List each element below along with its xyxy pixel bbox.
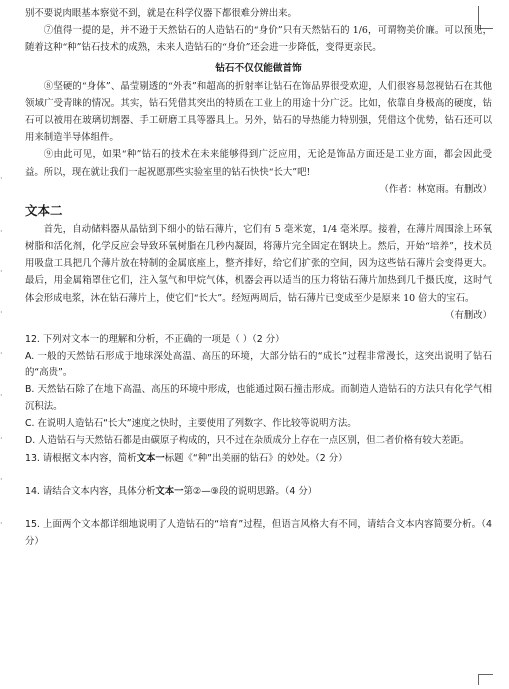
question-12-stem: 12. 下列对文本一的理解和分析，不正确的一项是（ ）（2 分）	[25, 333, 285, 345]
crop-mark-bottom-right	[478, 674, 493, 685]
passage1-subheading: 钻石不仅仅能做首饰	[215, 62, 302, 74]
question-14-suffix: 第②—⑨段的说明思路。（4 分）	[183, 486, 318, 498]
question-12-option-b: B. 天然钻石除了在地下高温、高压的环境中形成，也能通过陨石撞击形成。而制造人造钻石的方法只有化学气相沉积法。	[25, 384, 492, 413]
passage2-title: 文本二	[25, 202, 63, 218]
question-12-option-c: C. 在说明人造钻石“长大”速度之快时，主要使用了列数字、作比较等说明方法。	[25, 417, 357, 429]
passage1-paragraph-7: ⑦值得一提的是，并不逊于天然钻石的人造钻石的“身价”只有天然钻石的 1/6，可谓物美价廉。可以预见，随着这种“种”钻石技术的成熟，未来人造钻石的“身价”还会进一步降低，变得更亲民。	[25, 25, 492, 54]
page-content	[25, 5, 492, 551]
passage2-attribution: （有删改）	[445, 309, 492, 321]
passage1-paragraph-8: ⑧坚硬的“身体”、晶莹剔透的“外表”和超高的折射率让钻石在饰品界很受欢迎，人们很容易忽视钻石在其他领域广受青睐的情况。其实，钻石凭借其突出的特质在工业上的用途十分广泛。比如，依靠自身极高的硬度，钻石可以被用在玻璃切割器、手工研磨工具等器具上。另外，钻石的导热能力特别强，凭借这个优势，钻石还可以用来制造半导体组件。	[25, 80, 492, 144]
question-13-suffix: 标题《“种”出美丽的钻石》的妙处。（2 分）	[164, 453, 348, 465]
question-15: 15. 上面两个文本都详细地说明了人造钻石的“培育”过程，但语言风格大有不同，请结合文本内容简要分析。（4 分）	[25, 519, 492, 547]
answer-space-14	[25, 501, 492, 517]
question-13-prefix: 13. 请根据文本内容，简析	[25, 453, 137, 465]
question-12-option-a: A. 一般的天然钻石形成于地球深处高温、高压的环境，大部分钻石的“成长”过程非常漫长，这突出说明了钻石的“高贵”。	[25, 350, 492, 379]
passage2-paragraph: 首先，自动储料器从晶钻到下细小的钻石薄片，它们有 5 毫米宽，1/4 毫米厚。接着，在薄片周围涂上环氧树脂和活化剂，化学反应会导致环氧树脂在几秒内凝固，将薄片完全固定在钢块上。然后，开始“培养”，技术员用吸盘工具把几个薄片放在特制的金属底座上，整齐排好，给它们扩张的空间，因为这些钻石薄片会变得更大。最后，用金属箱罩住它们，注入氢气和甲烷气体，机器会再以适当的压力将钻石薄片加热到几千摄氏度，这时气体会形成电浆，沐在钻石薄片上，使它们“长大”。经短两周后，钻石薄片已变成至少是原来 10 倍大的宝石。	[25, 223, 492, 304]
question-14-prefix: 14. 请结合文本内容，具体分析	[25, 486, 156, 498]
question-12-option-d: D. 人造钻石与天然钻石都是由碳原子构成的，只不过在杂质成分上存在一点区别，但二者价格有较大差距。	[25, 434, 470, 446]
question-13	[25, 451, 492, 468]
binding-margin-marks: · · · · · · · · ·	[0, 174, 3, 528]
question-12	[25, 332, 492, 450]
answer-space-13	[25, 468, 492, 484]
question-13-keyword: 文本一	[136, 453, 165, 465]
passage1-paragraph-6-tail: 别不要说肉眼基本察觉不到，就是在科学仪器下都很难分辨出来。	[25, 8, 297, 19]
question-14	[25, 484, 492, 501]
passage1-attribution: （作者：林宽雨。有删改）	[379, 183, 492, 195]
question-14-keyword: 文本一	[155, 486, 184, 498]
passage1-paragraph-9: ⑨由此可见，如果“种”钻石的技术在未来能够得到广泛应用，无论是饰品方面还是工业方面，都会因此受益。所以，现在就让我们一起祝愿那些实验室里的钻石快快“长大”吧!	[25, 149, 492, 178]
